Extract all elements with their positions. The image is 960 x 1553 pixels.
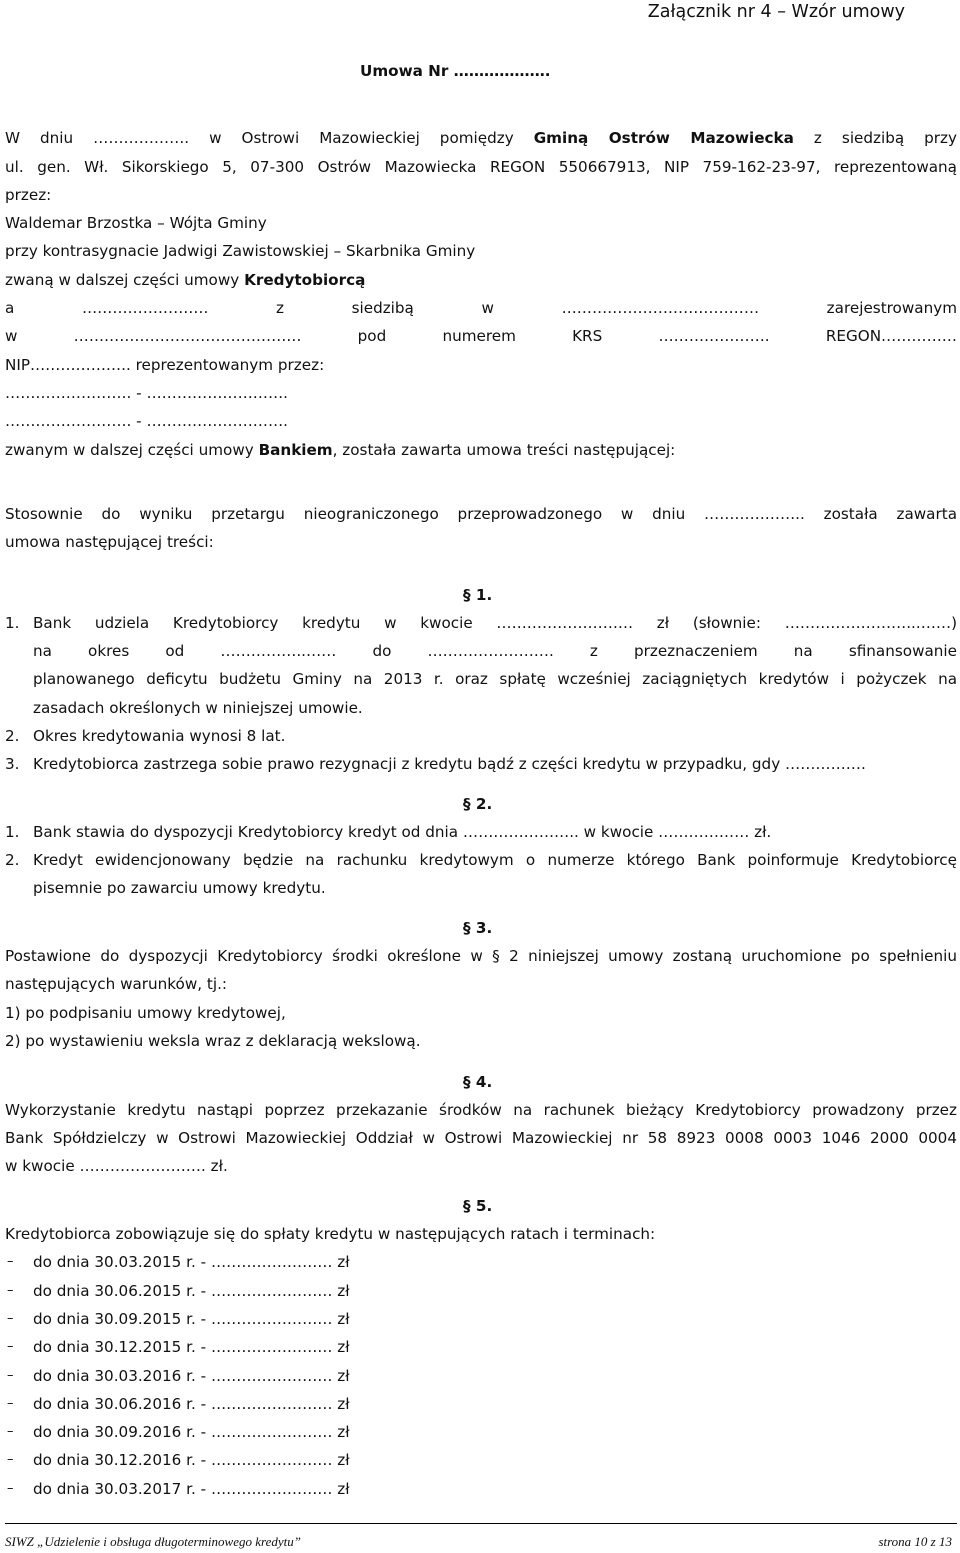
footer-divider xyxy=(5,1523,957,1524)
intro-line-2: ul. gen. Wł. Sikorskiego 5, 07-300 Ostrów Mazowiecka REGON 550667913, NIP 759-162-23-97, reprezentowaną xyxy=(5,158,957,176)
gmina-name: Gminą Ostrów Mazowiecka xyxy=(533,129,794,147)
par1-num-2: 2. xyxy=(5,727,20,745)
intro-line-5: przy kontrasygnacie Jadwigi Zawistowskiej – Skarbnika Gminy xyxy=(5,242,476,260)
installment-bullet: – xyxy=(7,1481,14,1496)
par1-item-1-line-2: na okres od ……………..…… do ……………………. z przeznaczeniem na sfinansowanie xyxy=(33,642,957,660)
installment-1: do dnia 30.03.2015 r. - …………………… zł xyxy=(33,1253,350,1271)
intro-line-4: Waldemar Brzostka – Wójta Gminy xyxy=(5,214,267,232)
installment-8: do dnia 30.12.2016 r. - …………………… zł xyxy=(33,1451,350,1469)
intro-line-10: ……………………. - ………………………. xyxy=(5,384,288,402)
section-5-heading: § 5. xyxy=(463,1197,493,1215)
par3-condition-1: 1) po podpisaniu umowy kredytowej, xyxy=(5,1004,286,1022)
intro-line-1: W dniu ………………. w Ostrowi Mazowieckiej pomiędzy Gminą Ostrów Mazowiecka z siedzibą przy xyxy=(5,129,958,147)
bank-label: Bankiem xyxy=(258,441,333,459)
attachment-header: Załącznik nr 4 – Wzór umowy xyxy=(647,2,905,22)
installment-bullet: – xyxy=(7,1283,14,1298)
document-page xyxy=(5,0,957,1553)
section-1-heading: § 1. xyxy=(463,586,493,604)
installment-bullet: – xyxy=(7,1452,14,1467)
section-3-heading: § 3. xyxy=(463,919,493,937)
par2-item-2-line-1: Kredyt ewidencjonowany będzie na rachunku kredytowym o numerze którego Bank poinformuje Kredytobiorcę xyxy=(33,851,957,869)
installment-9: do dnia 30.03.2017 r. - …………………… zł xyxy=(33,1480,350,1498)
par1-item-1-line-1: Bank udziela Kredytobiorcy kredytu w kwocie ……………………… zł (słownie: ……………………...……) xyxy=(33,614,957,632)
par2-item-1: Bank stawia do dyspozycji Kredytobiorcy kredyt od dnia ………………….. w kwocie ……………… zł. xyxy=(33,823,772,841)
installment-2: do dnia 30.06.2015 r. - …………………… zł xyxy=(33,1282,350,1300)
par1-item-1-line-3: planowanego deficytu budżetu Gminy na 2013 r. oraz spłatę wcześniej zaciągniętych kredytów i pożyczek na xyxy=(33,670,957,688)
installment-4: do dnia 30.12.2015 r. - …………………… zł xyxy=(33,1338,350,1356)
installment-7: do dnia 30.09.2016 r. - …………………… zł xyxy=(33,1423,350,1441)
par3-line-1: Postawione do dyspozycji Kredytobiorcy środki określone w § 2 niniejszej umowy zostaną uruchomione po spełnieniu xyxy=(5,947,957,965)
installment-6: do dnia 30.06.2016 r. - …………………… zł xyxy=(33,1395,350,1413)
intro-line-12: zwanym w dalszej części umowy Bankiem, została zawarta umowa treści następującej: xyxy=(5,441,676,459)
par2-num-2: 2. xyxy=(5,851,20,869)
par3-condition-2: 2) po wystawieniu weksla wraz z deklaracją wekslową. xyxy=(5,1032,421,1050)
par2-num-1: 1. xyxy=(5,823,20,841)
installment-bullet: – xyxy=(7,1311,14,1326)
par3-line-2: następujących warunków, tj.: xyxy=(5,975,228,993)
section-2-heading: § 2. xyxy=(463,795,493,813)
installment-5: do dnia 30.03.2016 r. - …………………… zł xyxy=(33,1367,350,1385)
footer-document-name: SIWZ „Udzielenie i obsługa długoterminowego kredytu” xyxy=(5,1534,301,1549)
intro-line-7: a ……………………. z siedzibą w ………………………………… zarejestrowanym xyxy=(5,299,957,317)
par1-num-1: 1. xyxy=(5,614,20,632)
preamble-line-2: umowa następującej treści: xyxy=(5,533,214,551)
par5-intro: Kredytobiorca zobowiązuje się do spłaty kredytu w następujących ratach i terminach: xyxy=(5,1225,656,1243)
contract-title: Umowa Nr ………………. xyxy=(360,62,551,80)
installment-bullet: – xyxy=(7,1254,14,1269)
par1-item-2: Okres kredytowania wynosi 8 lat. xyxy=(33,727,286,745)
par1-item-1-line-4: zasadach określonych w niniejszej umowie. xyxy=(33,699,363,717)
installment-bullet: – xyxy=(7,1368,14,1383)
intro-line-9: NIP……………….. reprezentowanym przez: xyxy=(5,356,325,374)
par4-line-2: Bank Spółdzielczy w Ostrowi Mazowieckiej Oddział w Ostrowi Mazowieckiej nr 58 8923 0008 0003 1046 2000 0004 xyxy=(5,1129,957,1147)
intro-line-6: zwaną w dalszej części umowy Kredytobiorcą xyxy=(5,271,366,289)
par1-item-3: Kredytobiorca zastrzega sobie prawo rezygnacji z kredytu bądź z części kredytu w przypadku, gdy ……………. xyxy=(33,755,866,773)
installment-bullet: – xyxy=(7,1396,14,1411)
footer-page-number: strona 10 z 13 xyxy=(878,1534,952,1549)
installment-bullet: – xyxy=(7,1339,14,1354)
installment-bullet: – xyxy=(7,1424,14,1439)
intro-line-8: w ……………………………………… pod numerem KRS …………………. REGON…………… xyxy=(5,327,957,345)
section-4-heading: § 4. xyxy=(463,1073,493,1091)
par1-num-3: 3. xyxy=(5,755,20,773)
installment-3: do dnia 30.09.2015 r. - …………………… zł xyxy=(33,1310,350,1328)
borrower-label: Kredytobiorcą xyxy=(244,271,366,289)
intro-line-11: ……………………. - ………………………. xyxy=(5,412,288,430)
preamble-line-1: Stosownie do wyniku przetargu nieograniczonego przeprowadzonego w dniu ……………….. została zawarta xyxy=(5,505,957,523)
par4-line-1: Wykorzystanie kredytu nastąpi poprzez przekazanie środków na rachunek bieżący Kredytobiorcy prowadzony przez xyxy=(5,1101,957,1119)
par2-item-2-line-2: pisemnie po zawarciu umowy kredytu. xyxy=(33,879,326,897)
intro-line-3: przez: xyxy=(5,186,52,204)
par4-line-3: w kwocie ……………………. zł. xyxy=(5,1157,228,1175)
